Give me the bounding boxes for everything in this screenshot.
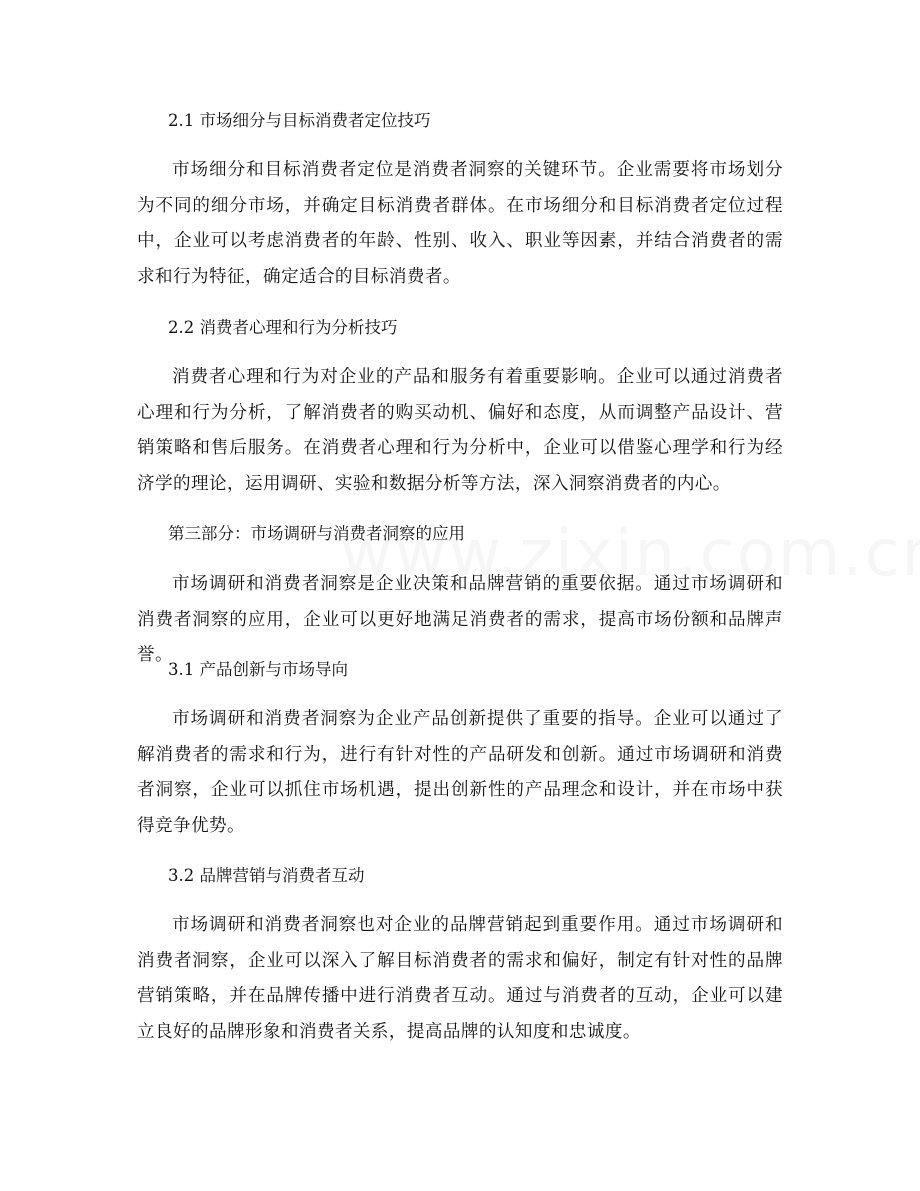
paragraph-2-2: 消费者心理和行为对企业的产品和服务有着重要影响。企业可以通过消费者心理和行为分析，了解消费者的购买动机、偏好和态度，从而调整产品设计、营销策略和售后服务。在消费者心理和行为分析中，企业可以借鉴心理学和行为经济学的理论，运用调研、实验和数据分析等方法，深入洞察消费者的内心。 [137,367,783,494]
paragraph-part-3: 市场调研和消费者洞察是企业决策和品牌营销的重要依据。通过市场调研和消费者洞察的应用，企业可以更好地满足消费者的需求，提高市场份额和品牌声誉。 [137,574,783,665]
heading-part-3: 第三部分：市场调研与消费者洞察的应用 [168,524,465,543]
heading-3-2: 3.2 品牌营销与消费者互动 [168,866,365,885]
paragraph-2-1: 市场细分和目标消费者定位是消费者洞察的关键环节。企业需要将市场划分为不同的细分市场，并确定目标消费者群体。在市场细分和目标消费者定位过程中，企业可以考虑消费者的年龄、性别、收入、职业等因素，并结合消费者的需求和行为特征，确定适合的目标消费者。 [137,160,783,287]
paragraph-3-2: 市场调研和消费者洞察也对企业的品牌营销起到重要作用。通过市场调研和消费者洞察，企业可以深入了解目标消费者的需求和偏好，制定有针对性的品牌营销策略，并在品牌传播中进行消费者互动。通过与消费者的互动，企业可以建立良好的品牌形象和消费者关系，提高品牌的认知度和忠诚度。 [137,915,783,1042]
heading-3-1: 3.1 产品创新与市场导向 [168,660,348,679]
paragraph-3-1: 市场调研和消费者洞察为企业产品创新提供了重要的指导。企业可以通过了解消费者的需求和行为，进行有针对性的产品研发和创新。通过市场调研和消费者洞察，企业可以抓住市场机遇，提出创新性的产品理念和设计，并在市场中获得竞争优势。 [137,709,783,836]
heading-2-1: 2.1 市场细分与目标消费者定位技巧 [168,111,431,130]
heading-2-2: 2.2 消费者心理和行为分析技巧 [168,318,398,337]
